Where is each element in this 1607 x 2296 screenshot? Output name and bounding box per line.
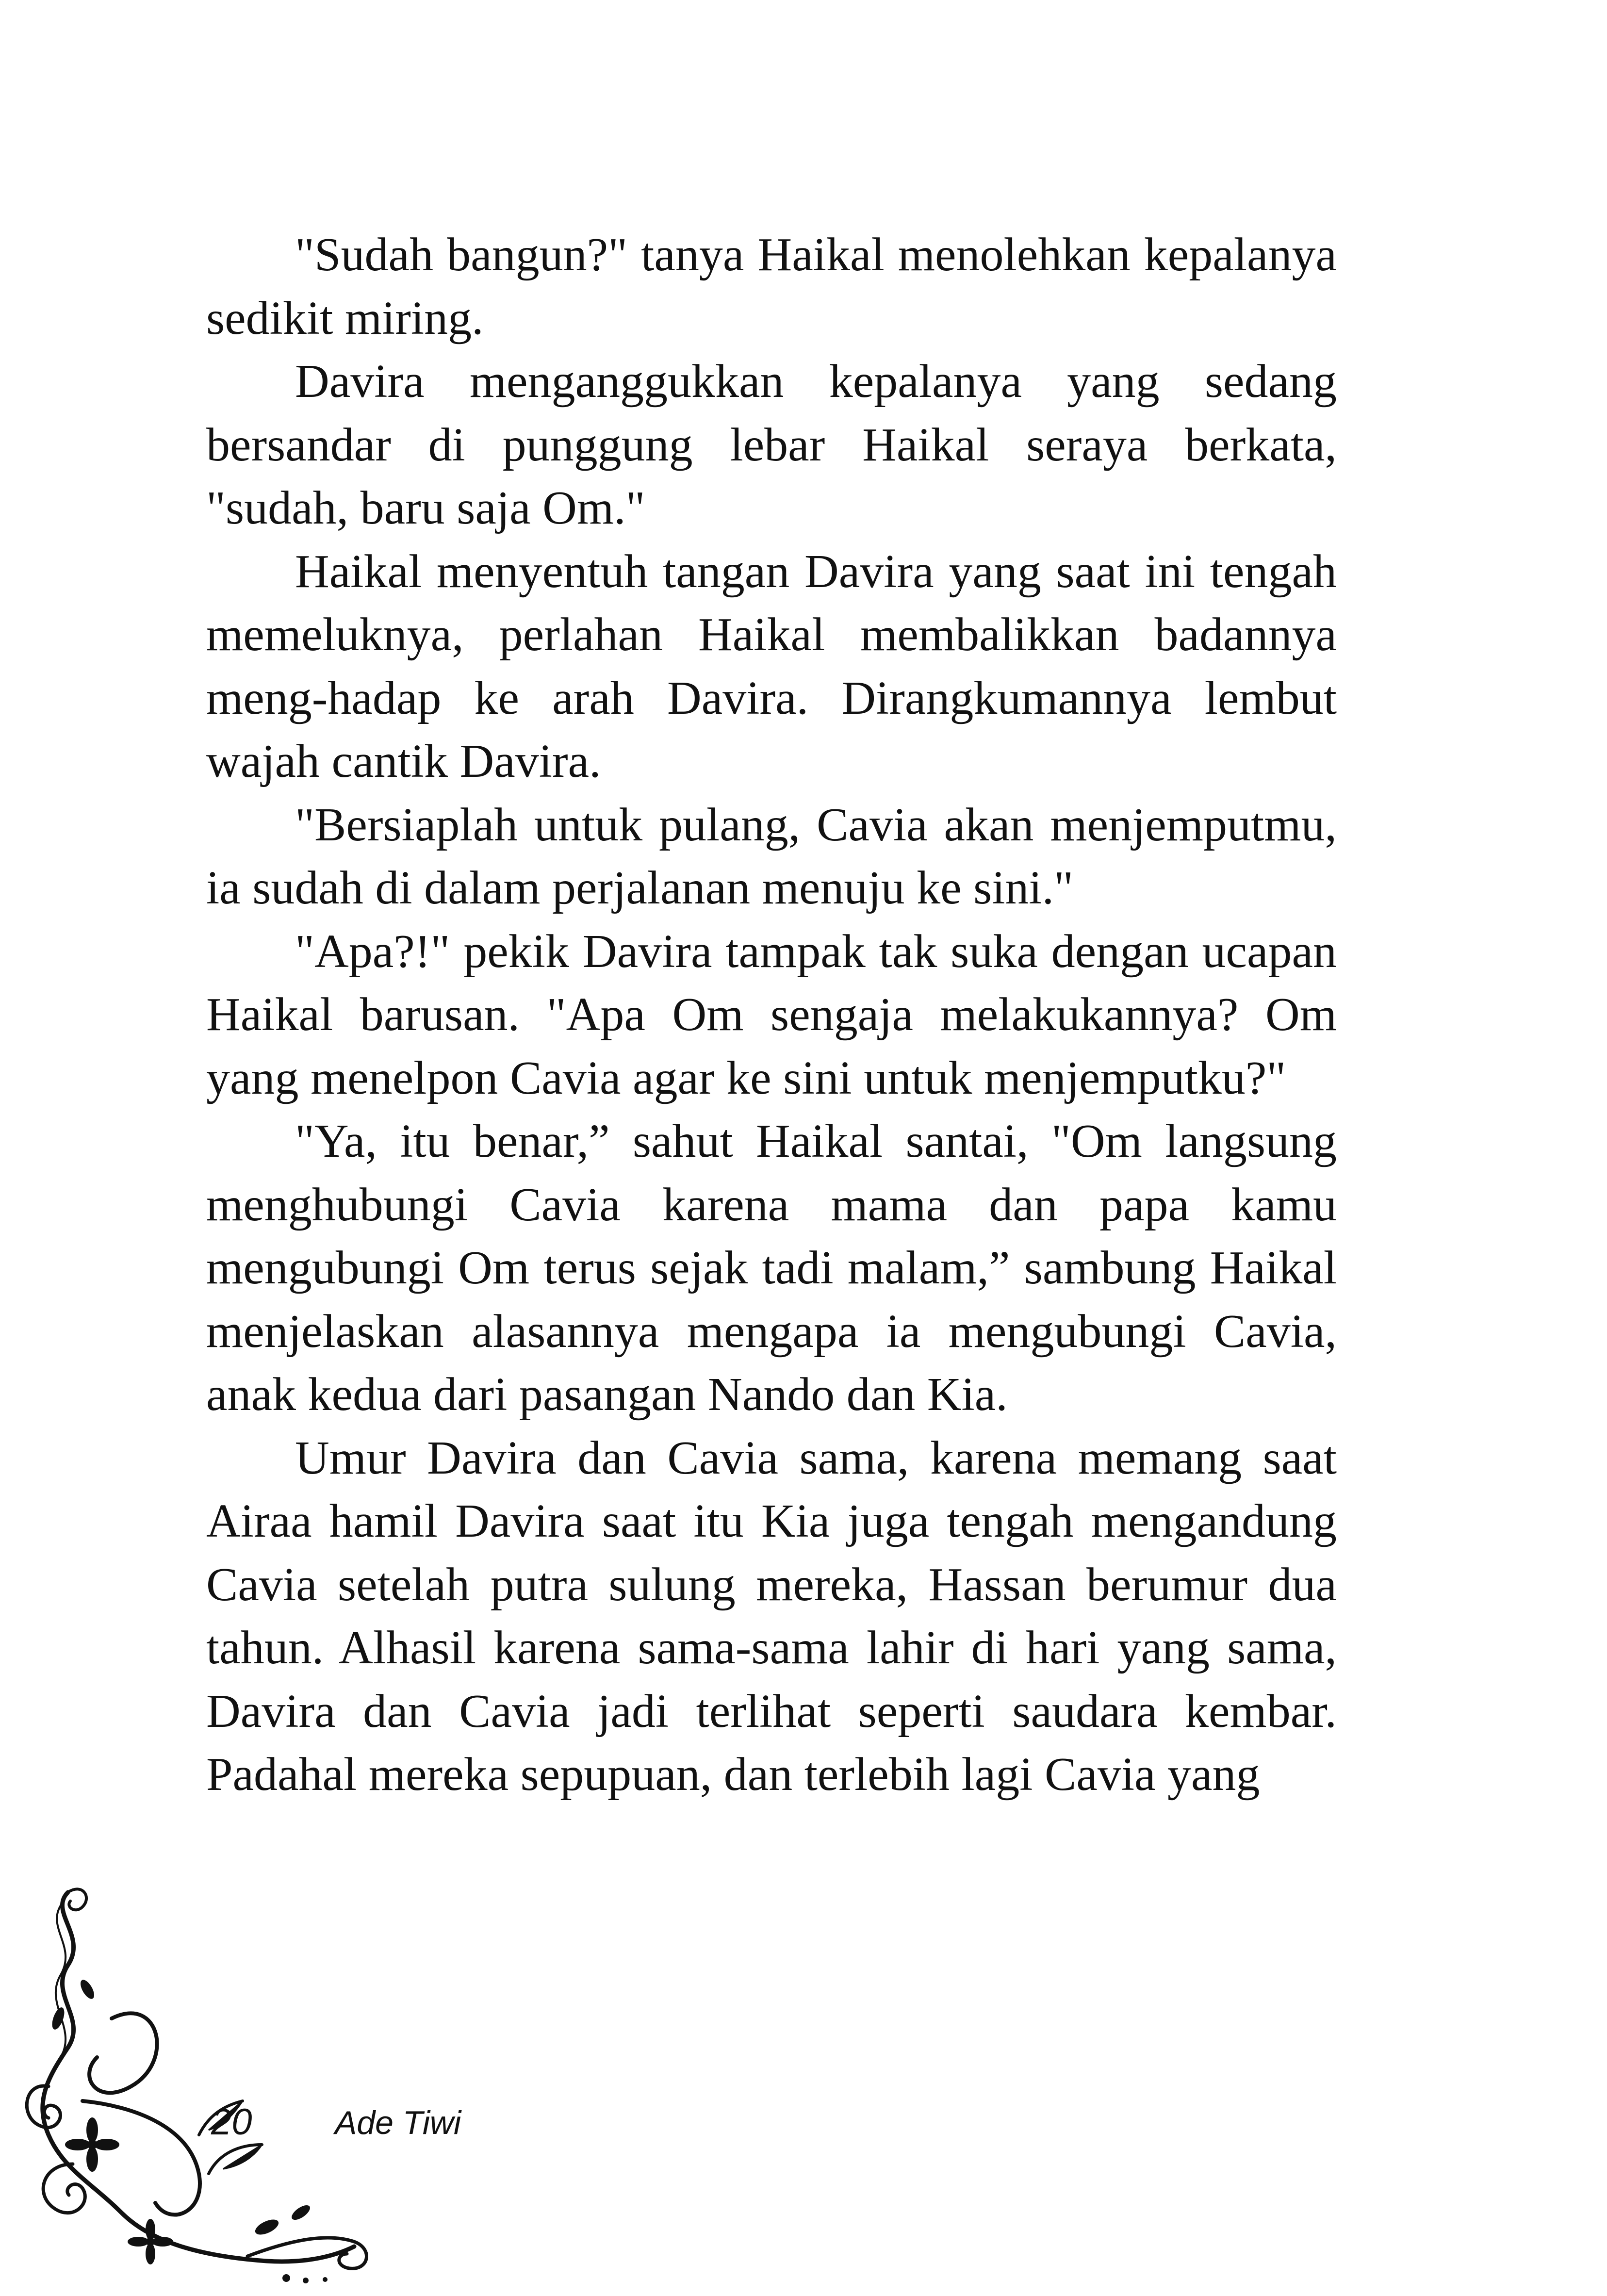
body-text: [206, 223, 1337, 1806]
paragraph: "Ya, itu benar,” sahut Haikal santai, "Om langsung menghubungi Cavia karena mama dan papa kamu mengubungi Om terus sejak tadi malam,” sambung Haikal menjelaskan alasannya mengapa ia mengubungi Cavia, anak kedua dari pasangan Nando dan Kia.: [206, 1115, 1337, 1421]
page-number: 20: [211, 2101, 252, 2143]
paragraph: Haikal menyentuh tangan Davira yang saat ini tengah memeluknya, perlahan Haikal membalikkan badannya meng-hadap ke arah Davira. Dirangkumannya lembut wajah cantik Davira.: [206, 545, 1337, 787]
paragraph: "Sudah bangun?" tanya Haikal menolehkan kepalanya sedikit miring.: [206, 229, 1337, 344]
paragraph: Davira menganggukkan kepalanya yang sedang bersandar di punggung lebar Haikal seraya berkata, "sudah, baru saja Om.": [206, 355, 1337, 534]
floral-corner-ornament-icon: [15, 1873, 383, 2290]
paragraph: "Bersiaplah untuk pulang, Cavia akan menjemputmu, ia sudah di dalam perjalanan menuju ke sini.": [206, 798, 1337, 914]
author-name: Ade Tiwi: [335, 2104, 461, 2141]
paragraph: "Apa?!" pekik Davira tampak tak suka dengan ucapan Haikal barusan. "Apa Om sengaja melakukannya? Om yang menelpon Cavia agar ke sini untuk menjemputku?": [206, 925, 1337, 1104]
paragraph: Umur Davira dan Cavia sama, karena memang saat Airaa hamil Davira saat itu Kia juga tengah mengandung Cavia setelah putra sulung mereka, Hassan berumur dua tahun. Alhasil karena sama-sama lahir di hari yang sama, Davira dan Cavia jadi terlihat seperti saudara kembar. Padahal mereka sepupuan, dan terlebih lagi Cavia yang: [206, 1431, 1337, 1801]
